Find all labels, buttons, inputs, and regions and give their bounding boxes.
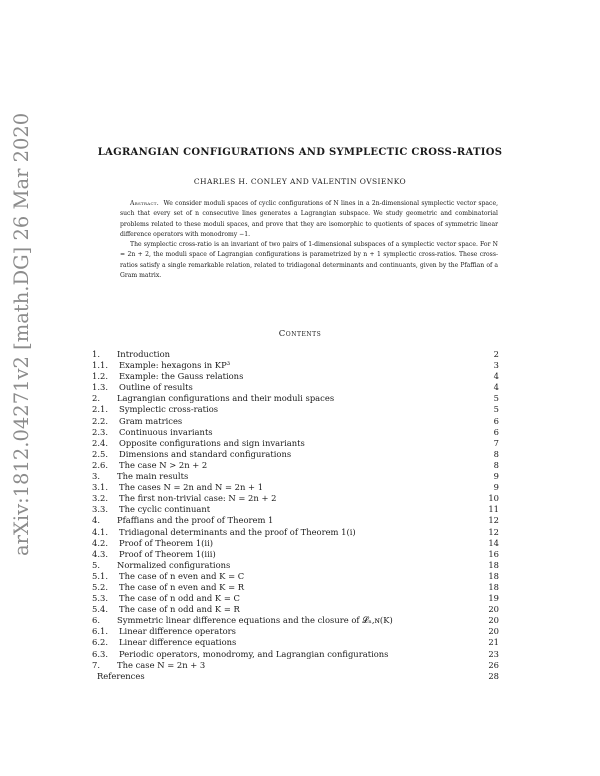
- abstract-paragraph-1: [120, 199, 498, 240]
- toc-entry-label: Proof of Theorem 1(iii): [119, 548, 216, 559]
- toc-entry-number: 2.5.: [92, 448, 108, 459]
- toc-entry[interactable]: [92, 637, 499, 648]
- table-of-contents: [92, 349, 499, 682]
- toc-entry-number: 2.1.: [92, 404, 108, 415]
- toc-entry-number: 4.3.: [92, 548, 108, 559]
- toc-entry-page: 21: [488, 637, 499, 648]
- toc-entry-label: The case of n even and K = R: [119, 581, 245, 592]
- abstract: [120, 199, 498, 281]
- toc-entry-number: 2.: [92, 393, 100, 404]
- toc-entry[interactable]: [92, 460, 499, 471]
- toc-entry-page: 2: [493, 349, 499, 359]
- toc-entry-number: 3.3.: [92, 504, 108, 515]
- toc-entry-number: 3.2.: [92, 493, 108, 504]
- arxiv-identifier: arXiv:1812.04271v2 [math.DG] 26 Mar 2020: [10, 112, 33, 556]
- toc-entry-number: 5.4.: [92, 604, 108, 615]
- toc-entry[interactable]: [92, 449, 499, 460]
- toc-entry-label: The main results: [117, 471, 189, 482]
- toc-entry[interactable]: [92, 538, 499, 549]
- toc-entry-label: Tridiagonal determinants and the proof of Theorem 1(i): [119, 526, 356, 537]
- toc-entry-label: The first non-trivial case: N = 2n + 2: [119, 493, 277, 504]
- toc-entry[interactable]: [92, 471, 499, 482]
- toc-entry-number: 6.: [92, 615, 100, 626]
- toc-entry-page: 18: [488, 559, 499, 570]
- toc-entry-label: The cyclic continuant: [119, 504, 211, 515]
- toc-entry-label: Symmetric linear difference equations and the closure of 𝓛ₙ,ɴ(K): [117, 615, 393, 626]
- toc-entry-number: 4.1.: [92, 526, 108, 537]
- toc-entry-page: 9: [493, 482, 499, 493]
- toc-entry-number: 2.6.: [92, 459, 108, 470]
- toc-entry[interactable]: [92, 504, 499, 515]
- abstract-paragraph-2: The symplectic cross-ratio is an invariant of two pairs of 1-dimensional subspaces of a symplectic vector space. For N = 2n + 2, the moduli space of Lagrangian configurations is parametrized by n + 1 symplectic cross-ratios. These cross-ratios satisfy a single remarkable relation, related to tridiagonal determinants and continuants, given by the Pfaffian of a Gram matrix.: [120, 241, 498, 280]
- toc-entry-page: 3: [493, 360, 499, 371]
- toc-entry-page: 23: [488, 648, 499, 659]
- toc-entry-label: Dimensions and standard configurations: [119, 448, 292, 459]
- toc-entry-number: 1.3.: [92, 382, 108, 393]
- toc-entry-page: 10: [488, 493, 499, 504]
- toc-entry-page: 6: [493, 426, 499, 437]
- toc-entry-number: 2.3.: [92, 426, 108, 437]
- toc-entry-number: 1.: [92, 349, 100, 359]
- toc-entry[interactable]: [92, 382, 499, 393]
- toc-entry-page: 19: [488, 593, 499, 604]
- toc-entry-label: Linear difference equations: [119, 637, 237, 648]
- toc-entry[interactable]: [92, 549, 499, 560]
- toc-entry-page: 6: [493, 415, 499, 426]
- toc-entry-number: 1.2.: [92, 371, 108, 382]
- toc-entry-page: 4: [493, 371, 499, 382]
- toc-entry[interactable]: [92, 604, 499, 615]
- toc-entry[interactable]: [92, 582, 499, 593]
- toc-entry-page: 14: [488, 537, 499, 548]
- toc-entry-label: References: [97, 670, 145, 681]
- toc-entry[interactable]: [92, 615, 499, 626]
- toc-entry[interactable]: [92, 593, 499, 604]
- toc-entry-page: 5: [493, 404, 499, 415]
- toc-entry-page: 5: [493, 393, 499, 404]
- toc-entry-number: 5.: [92, 559, 100, 570]
- toc-entry[interactable]: [92, 493, 499, 504]
- toc-entry-number: 5.1.: [92, 570, 108, 581]
- toc-entry[interactable]: [92, 427, 499, 438]
- toc-entry[interactable]: [92, 393, 499, 404]
- toc-entry-number: 2.4.: [92, 437, 108, 448]
- toc-entry-page: 26: [488, 659, 499, 670]
- toc-entry[interactable]: [92, 626, 499, 637]
- toc-entry-label: The case of n odd and K = R: [119, 604, 240, 615]
- toc-entry-label: Example: hexagons in KP³: [119, 360, 231, 371]
- toc-entry-label: The case N = 2n + 3: [117, 659, 206, 670]
- toc-entry-label: Proof of Theorem 1(ii): [119, 537, 214, 548]
- toc-entry[interactable]: [92, 438, 499, 449]
- toc-entry-page: 9: [493, 471, 499, 482]
- toc-entry-label: The case of n odd and K = C: [119, 593, 240, 604]
- toc-entry[interactable]: [92, 416, 499, 427]
- contents-heading: Contents: [278, 329, 322, 339]
- toc-entry-label: The cases N = 2n and N = 2n + 1: [119, 482, 264, 493]
- toc-entry[interactable]: [92, 560, 499, 571]
- toc-entry-page: 20: [488, 615, 499, 626]
- toc-entry-label: Periodic operators, monodromy, and Lagrangian configurations: [119, 648, 389, 659]
- toc-entry-number: 6.1.: [92, 626, 108, 637]
- toc-entry-label: Pfaffians and the proof of Theorem 1: [117, 515, 274, 526]
- toc-entry-number: 5.2.: [92, 581, 108, 592]
- toc-entry-number: 7.: [92, 659, 100, 670]
- toc-entry-label: Gram matrices: [119, 415, 183, 426]
- toc-entry-label: Example: the Gauss relations: [119, 371, 244, 382]
- toc-entry[interactable]: [92, 527, 499, 538]
- paper-title: LAGRANGIAN CONFIGURATIONS AND SYMPLECTIC CROSS-RATIOS: [97, 147, 503, 158]
- toc-entry[interactable]: [92, 482, 499, 493]
- toc-entry-page: 20: [488, 604, 499, 615]
- toc-entry-label: Opposite configurations and sign invariants: [119, 437, 305, 448]
- toc-entry-label: Continuous invariants: [119, 426, 213, 437]
- abstract-label: Abstract.: [130, 200, 160, 207]
- toc-entry-number: 5.3.: [92, 593, 108, 604]
- toc-entry-number: 3.: [92, 471, 100, 482]
- abstract-text-1: We consider moduli spaces of cyclic configurations of N lines in a 2n-dimensional symplectic vector space, such that every set of n consecutive lines generates a Lagrangian subspace. We study geometric and combinatorial problems related to these moduli spaces, and prove that they are isomorphic to quotients of spaces of symmetric linear difference operators with monodromy −1.: [120, 200, 499, 238]
- toc-entry-label: Outline of results: [119, 382, 193, 393]
- toc-entry[interactable]: [92, 349, 499, 360]
- toc-entry-number: 1.1.: [92, 360, 108, 371]
- toc-entry-page: 12: [488, 515, 499, 526]
- toc-entry-label: Lagrangian configurations and their moduli spaces: [117, 393, 335, 404]
- toc-entry-page: 16: [488, 548, 499, 559]
- toc-entry-number: 3.1.: [92, 482, 108, 493]
- toc-entry-page: 8: [493, 448, 499, 459]
- toc-entry[interactable]: [92, 371, 499, 382]
- paper-authors: CHARLES H. CONLEY AND VALENTIN OVSIENKO: [193, 177, 407, 186]
- toc-entry[interactable]: [92, 649, 499, 660]
- toc-entry[interactable]: [92, 571, 499, 582]
- toc-entry-label: Symplectic cross-ratios: [119, 404, 219, 415]
- toc-entry-label: Introduction: [117, 349, 171, 359]
- toc-entry[interactable]: [92, 671, 499, 682]
- toc-entry-number: 4.: [92, 515, 100, 526]
- toc-entry-label: Linear difference operators: [119, 626, 236, 637]
- toc-entry-page: 18: [488, 581, 499, 592]
- toc-entry-page: 7: [493, 437, 499, 448]
- toc-entry-label: Normalized configurations: [117, 559, 231, 570]
- toc-entry-page: 8: [493, 459, 499, 470]
- toc-entry-page: 4: [493, 382, 499, 393]
- toc-entry-page: 18: [488, 570, 499, 581]
- toc-entry-label: The case of n even and K = C: [119, 570, 245, 581]
- toc-entry[interactable]: [92, 660, 499, 671]
- toc-entry-number: 4.2.: [92, 537, 108, 548]
- toc-entry[interactable]: [92, 360, 499, 371]
- toc-entry-number: 2.2.: [92, 415, 108, 426]
- toc-entry-label: The case N > 2n + 2: [119, 459, 208, 470]
- toc-entry-number: 6.2.: [92, 637, 108, 648]
- toc-entry-page: 11: [488, 504, 499, 515]
- toc-entry-page: 28: [488, 670, 499, 681]
- toc-entry-page: 20: [488, 626, 499, 637]
- toc-entry[interactable]: [92, 515, 499, 526]
- toc-entry-page: 12: [488, 526, 499, 537]
- toc-entry-number: 6.3.: [92, 648, 108, 659]
- toc-entry[interactable]: [92, 404, 499, 415]
